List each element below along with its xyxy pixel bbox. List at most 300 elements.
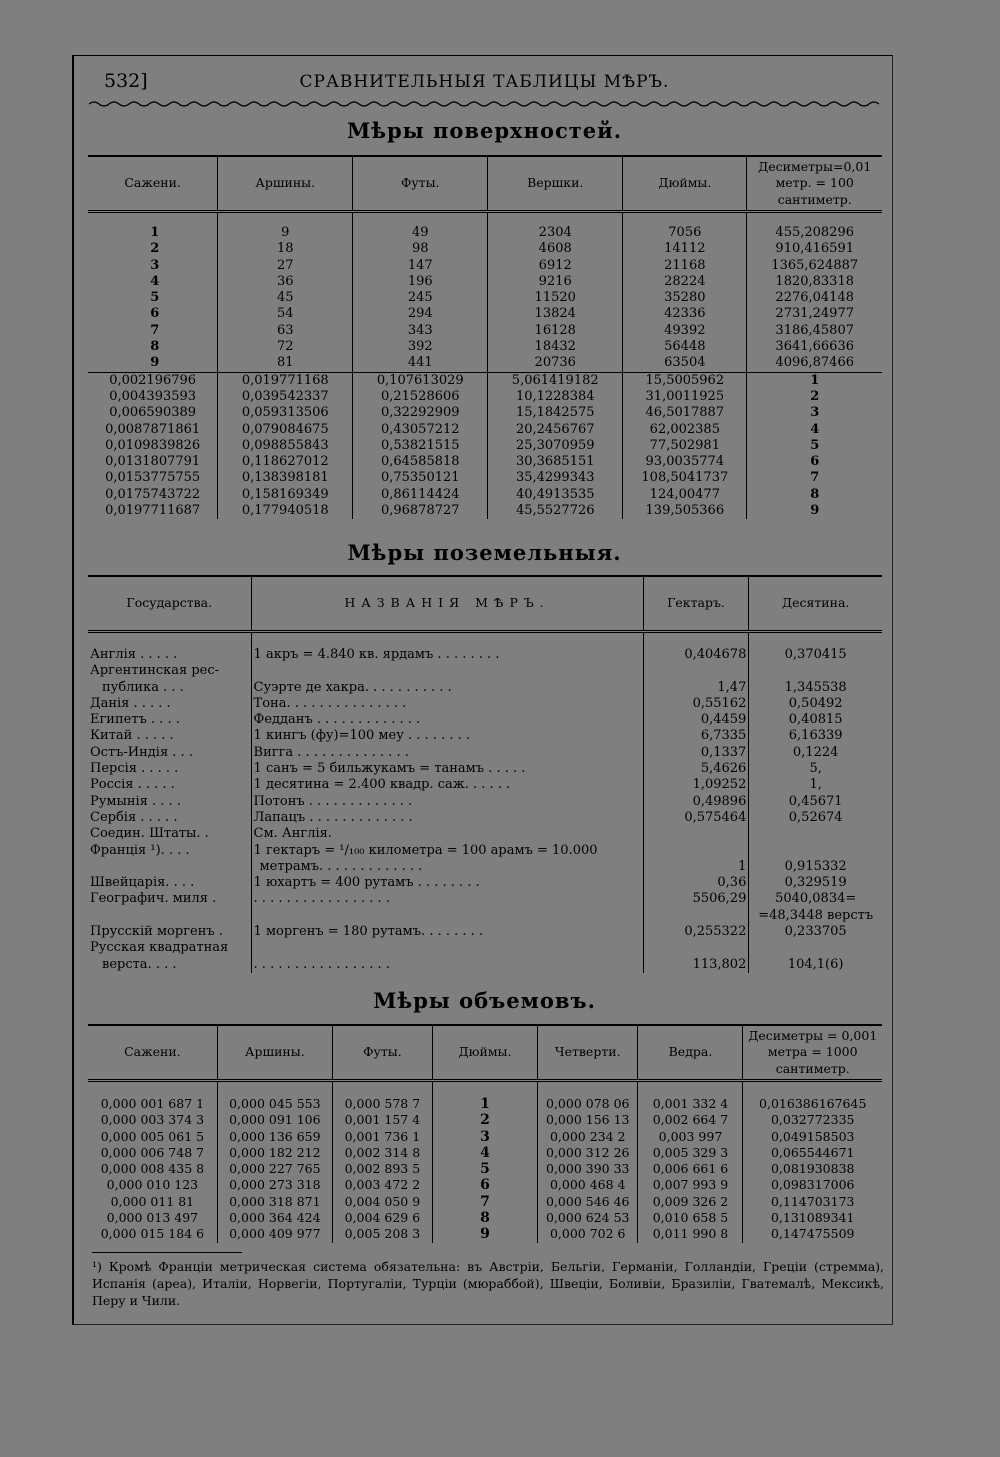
table-row	[88, 1112, 882, 1128]
table-cell: 0,049158503	[743, 1129, 882, 1145]
spacer-row	[88, 212, 882, 226]
table-cell	[251, 663, 643, 679]
spacer-cell	[638, 1081, 743, 1097]
table-cell: 2304	[488, 225, 623, 241]
table-cell: 4096,87466	[747, 355, 882, 372]
table-cell: . . . . . . . . . . . . . . . . .	[251, 957, 643, 973]
table-cell: 0,49896	[643, 794, 749, 810]
table-cell: 0,000 005 061 5	[100, 1128, 205, 1144]
table-cell: 6912	[488, 258, 623, 274]
table-cell: 0,000 312 26	[538, 1145, 638, 1161]
table-row	[88, 712, 882, 728]
table-cell: 1 гектаръ = ¹/₁₀₀ километра = 100 арамъ = 10.000	[251, 843, 643, 859]
table-cell: 6	[150, 306, 160, 322]
table-cell: 1 санъ = 5 бильжукамъ = танамъ . . . . .	[251, 761, 643, 777]
table-cell: 0,000 702 6	[538, 1226, 638, 1242]
table-row	[88, 422, 882, 438]
table-cell: Персія . . . . .	[90, 761, 179, 777]
table-cell: 40,4913535	[488, 487, 623, 503]
column-header: Аршины.	[218, 156, 353, 212]
table-row	[88, 1194, 882, 1210]
table-cell: 9216	[488, 274, 623, 290]
table-cell	[643, 908, 749, 924]
table-cell: 0,002 664 7	[638, 1112, 743, 1128]
table-cell: 0,53821515	[353, 438, 488, 454]
table-cell: 5506,29	[643, 891, 749, 907]
table-cell: 0,081930838	[743, 1161, 882, 1177]
table-cell: 1	[432, 1096, 537, 1112]
table-cell: 6,7335	[643, 728, 749, 744]
table-cell: 0,329519	[749, 875, 882, 891]
table-cell: 0,147475509	[743, 1226, 882, 1242]
table-cell: 2276,04148	[747, 290, 882, 306]
table-cell: 2731,24977	[747, 306, 882, 322]
table-cell: Соедин. Штаты. .	[90, 826, 209, 842]
table-cell: 14112	[623, 241, 747, 257]
table-cell: 4	[432, 1145, 537, 1161]
table-cell: 0,032772335	[743, 1112, 882, 1128]
column-header: Сажени.	[88, 1025, 217, 1081]
table-row	[88, 487, 882, 503]
spacer-cell	[88, 632, 251, 648]
table-cell: 0,065544671	[743, 1145, 882, 1161]
column-header: Государства.	[88, 576, 251, 632]
table-cell: 9	[218, 225, 353, 241]
spacer-cell	[353, 212, 488, 226]
table-cell: 35,4299343	[488, 470, 623, 486]
table-cell: 28224	[623, 274, 747, 290]
column-header: Гектаръ.	[643, 576, 749, 632]
table-cell: 5	[150, 290, 160, 306]
table-cell: 6	[432, 1177, 537, 1193]
table-cell: 0,0087871861	[105, 421, 201, 437]
table-cell: 0,001 157 4	[332, 1112, 432, 1128]
table-cell: Аргентинская рес-	[90, 663, 220, 679]
table-cell: 10,1228384	[488, 389, 623, 405]
table-cell: 0,004 050 9	[332, 1194, 432, 1210]
table-cell: 4	[150, 273, 160, 289]
table-cell: 0,21528606	[353, 389, 488, 405]
table-cell: 0,000 156 13	[538, 1112, 638, 1128]
column-header: НАЗВАНІЯ МѢРЪ.	[251, 576, 643, 632]
spacer-cell	[251, 632, 643, 648]
page-number: 532]	[104, 70, 148, 92]
table-cell: 3	[150, 257, 160, 273]
table-cell: 0,000 182 212	[217, 1145, 332, 1161]
table-cell: 0,019771168	[218, 372, 353, 389]
table-cell: 196	[353, 274, 488, 290]
table-cell: 7	[432, 1194, 537, 1210]
table-row	[88, 372, 882, 389]
spacer-row	[88, 632, 882, 648]
table-row	[88, 503, 882, 519]
table-cell: метрамъ. . . . . . . . . . . . .	[251, 859, 643, 875]
table-cell: 0,0197711687	[105, 503, 201, 519]
table-cell: 0,003 997	[638, 1129, 743, 1145]
table-cell: Египетъ . . . .	[90, 712, 180, 728]
volume-section-title: Мѣры объемовъ.	[373, 988, 596, 1013]
table-row	[88, 1210, 882, 1226]
table-cell: 46,5017887	[623, 405, 747, 421]
table-cell: 392	[353, 339, 488, 355]
table-cell: 0,138398181	[218, 470, 353, 486]
table-cell: 4608	[488, 241, 623, 257]
table-row	[88, 680, 882, 696]
table-row	[88, 274, 882, 290]
table-row	[88, 1145, 882, 1161]
table-cell: 1,	[749, 777, 882, 793]
table-cell: 9	[747, 503, 882, 519]
table-row	[88, 875, 882, 891]
table-cell: 0,000 008 435 8	[100, 1161, 205, 1177]
table-cell: 49	[353, 225, 488, 241]
table-row	[88, 696, 882, 712]
table-cell: 1,345538	[749, 680, 882, 696]
column-header: Футы.	[353, 156, 488, 212]
table-cell: 0,96878727	[353, 503, 488, 519]
table-row	[88, 258, 882, 274]
table-cell: Суэрте де хакра. . . . . . . . . . .	[251, 680, 643, 696]
table-cell: 0,000 234 2	[538, 1129, 638, 1145]
table-row	[88, 891, 882, 907]
table-cell: 0,098317006	[743, 1177, 882, 1193]
table-cell: 0,000 273 318	[217, 1177, 332, 1193]
table-cell: 5,061419182	[488, 372, 623, 389]
table-cell: 18432	[488, 339, 623, 355]
table-cell: 0,370415	[749, 647, 882, 663]
table-cell: Англія . . . . .	[90, 647, 178, 662]
column-header: Четверти.	[538, 1025, 638, 1081]
table-cell: 25,3070959	[488, 438, 623, 454]
table-cell: 45	[218, 290, 353, 306]
table-cell: 6	[747, 454, 882, 470]
table-cell: См. Англія.	[251, 826, 643, 842]
table-cell: 49392	[623, 323, 747, 339]
table-cell: 0,001 736 1	[332, 1129, 432, 1145]
table-cell	[643, 843, 749, 859]
table-cell: Данія . . . . .	[90, 695, 171, 711]
spacer-cell	[432, 1081, 537, 1097]
table-cell: 9	[150, 355, 160, 371]
table-cell: 0,007 993 9	[638, 1177, 743, 1193]
table-cell: =48,3448 верстъ	[749, 908, 882, 924]
spacer-cell	[643, 632, 749, 648]
table-cell: 113,802	[643, 957, 749, 973]
table-cell: Прусскій моргенъ .	[90, 924, 223, 940]
table-cell: 0,079084675	[218, 422, 353, 438]
spacer-cell	[743, 1081, 882, 1097]
column-header: Десиметры=0,01 метр. = 100 сантиметр.	[747, 156, 882, 212]
table-row	[88, 663, 882, 679]
table-row	[88, 290, 882, 306]
table-cell: 0,011 990 8	[638, 1226, 743, 1242]
table-row	[88, 225, 882, 241]
table-cell: 0,86114424	[353, 487, 488, 503]
table-cell: 0,55162	[643, 696, 749, 712]
table-cell: 4	[747, 422, 882, 438]
table-row	[88, 470, 882, 486]
table-cell: 7	[747, 470, 882, 486]
table-cell: 77,502981	[623, 438, 747, 454]
table-cell: публика . . .	[102, 679, 184, 695]
table-cell: 0,000 006 748 7	[100, 1144, 205, 1160]
table-cell: 72	[218, 339, 353, 355]
table-row	[88, 728, 882, 744]
table-cell: 15,1842575	[488, 405, 623, 421]
spacer-cell	[538, 1081, 638, 1097]
table-row	[88, 859, 882, 875]
table-cell: 0,000 364 424	[217, 1210, 332, 1226]
table-cell: 0,006 661 6	[638, 1161, 743, 1177]
table-cell: 1365,624887	[747, 258, 882, 274]
spacer-cell	[88, 1081, 217, 1097]
table-cell: 7056	[623, 225, 747, 241]
table-cell	[251, 940, 643, 956]
surface-section-title: Мѣры поверхностей.	[346, 118, 622, 143]
table-row	[88, 940, 882, 956]
table-cell: 0,131089341	[743, 1210, 882, 1226]
table-cell: 108,5041737	[623, 470, 747, 486]
table-cell	[749, 843, 882, 859]
table-cell: Сербія . . . . .	[90, 809, 178, 825]
table-cell: 0,002 893 5	[332, 1161, 432, 1177]
table-cell: 0,0131807791	[105, 454, 201, 470]
table-cell	[749, 940, 882, 956]
table-cell: 0,000 091 106	[217, 1112, 332, 1128]
table-row	[88, 647, 882, 663]
table-cell: 1 кингъ (фу)=100 меу . . . . . . . .	[251, 728, 643, 744]
table-cell: 0,000 015 184 6	[100, 1226, 205, 1242]
table-cell: 36	[218, 274, 353, 290]
table-cell: Франція ¹). . . .	[90, 842, 190, 858]
table-cell: 42336	[623, 306, 747, 322]
table-cell: 0,233705	[749, 924, 882, 940]
column-header: Десиметры = 0,001 метра = 1000 сантиметр.	[743, 1025, 882, 1081]
table-cell: 910,416591	[747, 241, 882, 257]
table-cell: 1 акръ = 4.840 кв. ярдамъ . . . . . . . .	[251, 647, 643, 663]
table-cell: 18	[218, 241, 353, 257]
table-cell: Остъ-Индія . . .	[90, 744, 193, 760]
table-cell: 0,0175743722	[105, 486, 201, 502]
footnote: ¹) Кромѣ Франціи метрическая система обязательна: въ Австріи, Бельгіи, Германіи, Голландіи, Греціи (стремма), Испанія (ареа), Италіи, Норвегіи, Португаліи, Турціи (мюраббой), Швеціи, Боливіи, Бразиліи, Гватемалѣ, Мексикѣ, Перу и Чили.	[92, 1259, 884, 1308]
page-header-title: СРАВНИТЕЛЬНЫЯ ТАБЛИЦЫ МѢРЪ.	[299, 72, 670, 92]
table-cell: 3186,45807	[747, 323, 882, 339]
table-cell: 13824	[488, 306, 623, 322]
table-row	[88, 323, 882, 339]
table-cell: 9	[432, 1226, 537, 1242]
footnote-rule	[92, 1252, 242, 1253]
table-cell: 0,158169349	[218, 487, 353, 503]
table-cell: 63	[218, 323, 353, 339]
column-header: Аршины.	[217, 1025, 332, 1081]
table-cell: Русская квадратная	[90, 940, 229, 956]
book-page	[72, 55, 893, 1325]
table-row	[88, 339, 882, 355]
table-cell: 5	[432, 1161, 537, 1177]
table-cell: 0,1337	[643, 745, 749, 761]
table-cell: 0,000 409 977	[217, 1226, 332, 1242]
spacer-cell	[217, 1081, 332, 1097]
table-cell: 1	[643, 859, 749, 875]
table-cell: 0,000 390 33	[538, 1161, 638, 1177]
table-cell	[88, 908, 251, 924]
table-cell: 3641,66636	[747, 339, 882, 355]
table-cell: 104,1(6)	[749, 957, 882, 973]
table-cell: 0,000 011 81	[110, 1193, 195, 1209]
table-cell: 8	[747, 487, 882, 503]
table-cell: 0,118627012	[218, 454, 353, 470]
table-cell: 0,4459	[643, 712, 749, 728]
table-cell: 147	[353, 258, 488, 274]
table-cell: 0,575464	[643, 810, 749, 826]
spacer-cell	[332, 1081, 432, 1097]
table-row	[88, 745, 882, 761]
table-cell: 30,3685151	[488, 454, 623, 470]
table-cell: 0,43057212	[353, 422, 488, 438]
table-cell: 0,915332	[749, 859, 882, 875]
table-cell: 8	[150, 339, 160, 355]
table-cell	[749, 826, 882, 842]
table-row	[88, 405, 882, 421]
table-cell: 2	[150, 241, 160, 257]
table-cell: 0,000 578 7	[332, 1096, 432, 1112]
table-cell: Потонъ . . . . . . . . . . . . .	[251, 794, 643, 810]
table-cell: 0,098855843	[218, 438, 353, 454]
column-header: Дюймы.	[623, 156, 747, 212]
table-row	[88, 957, 882, 973]
spacer-cell	[749, 632, 882, 648]
table-cell: 455,208296	[747, 225, 882, 241]
table-cell: Швейцарія. . . .	[90, 875, 195, 891]
table-cell: 0,52674	[749, 810, 882, 826]
table-cell: 0,003 472 2	[332, 1177, 432, 1193]
land-section-title: Мѣры поземельныя.	[347, 540, 622, 565]
table-cell: 54	[218, 306, 353, 322]
table-cell: 16128	[488, 323, 623, 339]
table-cell: 15,5005962	[623, 372, 747, 389]
table-cell: 0,006590389	[109, 405, 197, 421]
table-cell: 45,5527726	[488, 503, 623, 519]
table-cell: 0,000 010 123	[106, 1177, 199, 1193]
table-cell: 63504	[623, 355, 747, 372]
table-cell: Вигга . . . . . . . . . . . . . .	[251, 745, 643, 761]
spacer-row	[88, 1081, 882, 1097]
table-cell: 0,002 314 8	[332, 1145, 432, 1161]
table-cell: Лапацъ . . . . . . . . . . . . .	[251, 810, 643, 826]
table-cell: 2	[747, 389, 882, 405]
table-cell: 343	[353, 323, 488, 339]
table-cell: 31,0011925	[623, 389, 747, 405]
table-cell: 441	[353, 355, 488, 372]
table-cell: Румынія . . . .	[90, 793, 181, 809]
table-cell: 11520	[488, 290, 623, 306]
spacer-cell	[623, 212, 747, 226]
spacer-cell	[218, 212, 353, 226]
table-cell: 81	[218, 355, 353, 372]
table-cell: 1820,83318	[747, 274, 882, 290]
table-cell: 1 десятина = 2.400 квадр. саж. . . . . .	[251, 777, 643, 793]
table-cell: 98	[353, 241, 488, 257]
table-cell: 0,32292909	[353, 405, 488, 421]
table-cell: 6,16339	[749, 728, 882, 744]
table-cell: 62,002385	[623, 422, 747, 438]
table-cell	[88, 859, 251, 875]
table-cell	[643, 826, 749, 842]
table-row	[88, 438, 882, 454]
table-cell: 0,000 013 497	[106, 1210, 199, 1226]
column-header: Вершки.	[488, 156, 623, 212]
table-row	[88, 924, 882, 940]
table-cell: 2	[432, 1112, 537, 1128]
ornamental-rule	[89, 100, 879, 108]
table-cell: 0,177940518	[218, 503, 353, 519]
table-cell	[643, 940, 749, 956]
table-cell: 0,039542337	[218, 389, 353, 405]
table-cell: 0,000 468 4	[538, 1177, 638, 1193]
table-row	[88, 355, 882, 372]
column-header: Дюймы.	[432, 1025, 537, 1081]
surface-measures-table	[88, 155, 882, 519]
table-cell	[643, 663, 749, 679]
table-cell: 0,50492	[749, 696, 882, 712]
spacer-cell	[488, 212, 623, 226]
table-cell: 0,255322	[643, 924, 749, 940]
table-cell: 0,0153775755	[105, 470, 201, 486]
table-row	[88, 794, 882, 810]
table-cell: 20,2456767	[488, 422, 623, 438]
table-cell: 3	[747, 405, 882, 421]
column-header: Сажени.	[88, 156, 218, 212]
volume-measures-table	[88, 1024, 882, 1243]
table-cell: 0,001 332 4	[638, 1096, 743, 1112]
column-header: Ведра.	[638, 1025, 743, 1081]
table-cell: 93,0035774	[623, 454, 747, 470]
table-cell: 0,000 546 46	[538, 1194, 638, 1210]
table-row	[88, 454, 882, 470]
table-row	[88, 843, 882, 859]
table-cell: 1,47	[643, 680, 749, 696]
table-row	[88, 761, 882, 777]
table-cell: 0,000 624 53	[538, 1210, 638, 1226]
table-cell: 0,75350121	[353, 470, 488, 486]
table-cell: 1 моргенъ = 180 рутамъ. . . . . . . .	[251, 924, 643, 940]
table-cell: 0,000 227 765	[217, 1161, 332, 1177]
table-cell: 0,000 003 374 3	[100, 1112, 205, 1128]
table-cell: 20736	[488, 355, 623, 372]
table-cell: 5	[747, 438, 882, 454]
table-cell: 0,000 001 687 1	[100, 1096, 205, 1111]
spacer-cell	[747, 212, 882, 226]
table-row	[88, 306, 882, 322]
table-cell: 0,40815	[749, 712, 882, 728]
table-cell: 0,009 326 2	[638, 1194, 743, 1210]
table-cell: 1,09252	[643, 777, 749, 793]
table-cell: Китай . . . . .	[90, 728, 174, 744]
table-cell: 8	[432, 1210, 537, 1226]
table-cell: 21168	[623, 258, 747, 274]
table-cell: 0,004 629 6	[332, 1210, 432, 1226]
table-cell: 294	[353, 306, 488, 322]
table-cell: 0,36	[643, 875, 749, 891]
table-cell: 5,4626	[643, 761, 749, 777]
table-cell: 0,005 208 3	[332, 1226, 432, 1242]
land-measures-table	[88, 575, 882, 973]
table-row	[88, 389, 882, 405]
table-cell: 5,	[749, 761, 882, 777]
table-cell: 0,005 329 3	[638, 1145, 743, 1161]
table-cell: Федданъ . . . . . . . . . . . . .	[251, 712, 643, 728]
table-cell: 7	[150, 322, 160, 338]
